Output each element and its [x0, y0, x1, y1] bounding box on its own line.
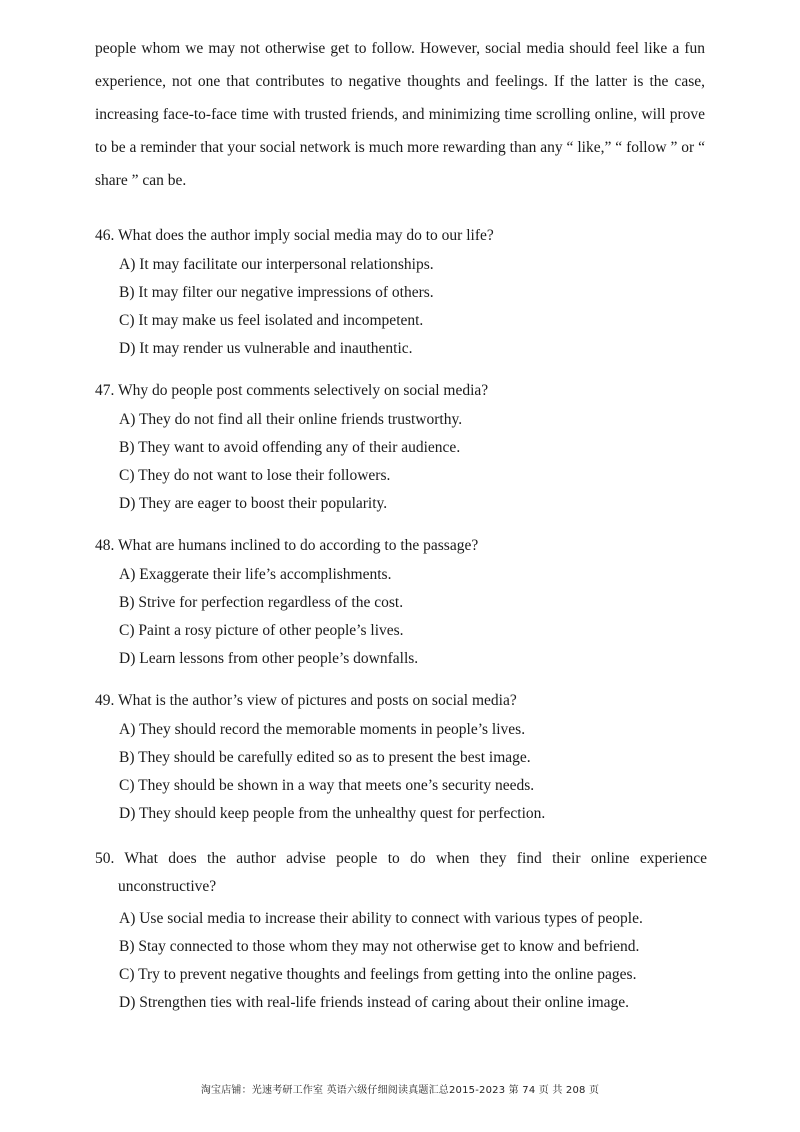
option-a: A) Exaggerate their life’s accomplishments.: [119, 566, 392, 583]
answer-options: [95, 255, 707, 359]
answer-options: [95, 410, 707, 514]
option-b: B) They want to avoid offending any of their audience.: [119, 439, 461, 456]
answer-options: [95, 565, 707, 669]
question-stem: 47. Why do people post comments selectively on social media?: [95, 382, 489, 399]
question-stem: 49. What is the author’s view of pictures and posts on social media?: [95, 692, 517, 709]
passage-continuation: [95, 32, 705, 197]
option-a: A) They do not find all their online friends trustworthy.: [119, 411, 463, 428]
option-d: D) Strengthen ties with real-life friends instead of caring about their online image.: [119, 994, 630, 1011]
option-a: A) They should record the memorable moments in people’s lives.: [119, 721, 526, 738]
option-b: B) Stay connected to those whom they may not otherwise get to know and befriend.: [119, 938, 640, 955]
option-c: C) They do not want to lose their followers.: [119, 467, 391, 484]
option-b: B) Strive for perfection regardless of the cost.: [119, 594, 404, 611]
question-stem: 48. What are humans inclined to do according to the passage?: [95, 537, 479, 554]
option-c: C) Paint a rosy picture of other people’s lives.: [119, 622, 404, 639]
option-b: B) They should be carefully edited so as to present the best image.: [119, 749, 531, 766]
question-48: [95, 535, 707, 677]
option-d: D) Learn lessons from other people’s downfalls.: [119, 650, 419, 667]
option-c: C) It may make us feel isolated and incompetent.: [119, 312, 424, 329]
option-d: D) They should keep people from the unhealthy quest for perfection.: [119, 805, 546, 822]
answer-options: [95, 720, 707, 824]
question-49: [95, 690, 707, 832]
question-stem: 46. What does the author imply social media may do to our life?: [95, 227, 494, 244]
option-b: B) It may filter our negative impressions of others.: [119, 284, 434, 301]
question-stem: 50. What does the author advise people to do when they find their online experience unconstructive?: [95, 850, 707, 895]
passage-paragraph: people whom we may not otherwise get to follow. However, social media should feel like a fun experience, not one that contributes to negative thoughts and feelings. If the latter is the case, increasing face-to-face time with trusted friends, and minimizing time scrolling online, will prove to be a reminder that your social network is much more rewarding than any “ like,” “ follow ” or “ share ” can be.: [95, 40, 705, 189]
option-d: D) They are eager to boost their popularity.: [119, 495, 388, 512]
option-d: D) It may render us vulnerable and inauthentic.: [119, 340, 413, 357]
answer-options: [95, 909, 707, 1013]
option-c: C) Try to prevent negative thoughts and feelings from getting into the online pages.: [119, 966, 637, 983]
page-footer: 淘宝店铺：光速考研工作室 英语六级仔细阅读真题汇总2015-2023 第 74 页 共 208 页: [200, 1085, 600, 1096]
question-46: [95, 225, 707, 367]
question-50: [95, 845, 707, 1021]
question-47: [95, 380, 707, 522]
option-a: A) It may facilitate our interpersonal relationships.: [119, 256, 434, 273]
option-c: C) They should be shown in a way that meets one’s security needs.: [119, 777, 535, 794]
option-a: A) Use social media to increase their ability to connect with various types of people.: [119, 910, 643, 927]
